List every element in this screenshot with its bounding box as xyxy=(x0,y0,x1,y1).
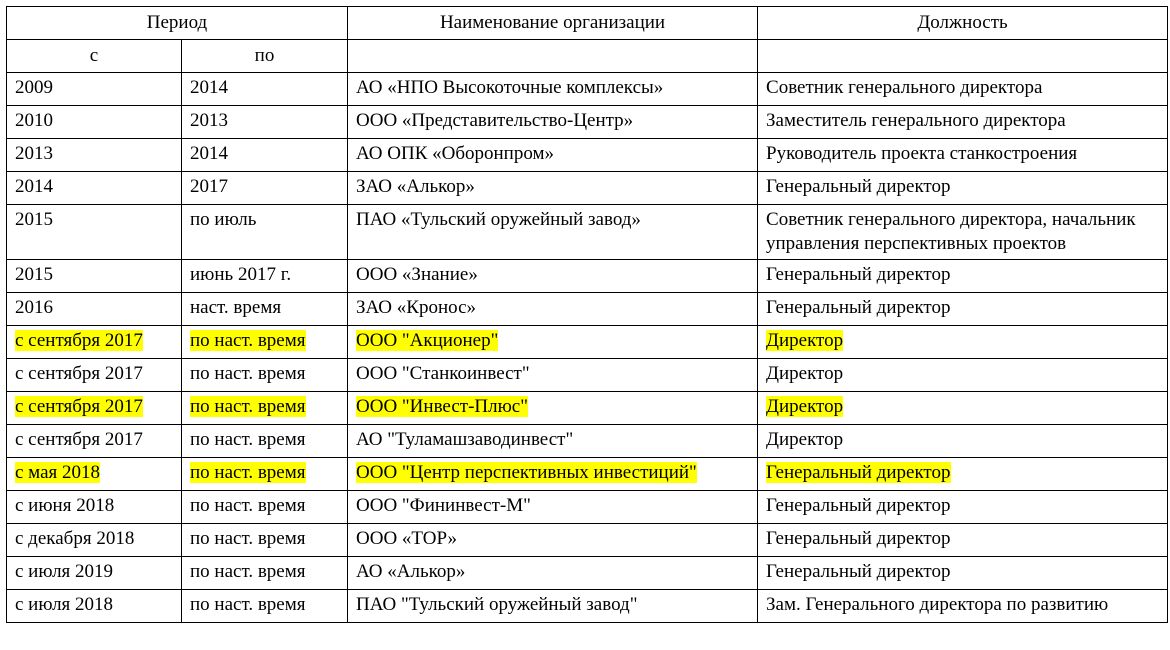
cell-to-text: по наст. время xyxy=(190,561,306,582)
cell-from-text: с июля 2018 xyxy=(15,594,114,615)
cell-position xyxy=(758,524,1168,557)
cell-position xyxy=(758,139,1168,172)
cell-to-text: по наст. время xyxy=(190,594,306,615)
cell-from xyxy=(7,392,182,425)
cell-organization-text: ООО "Станкоинвест" xyxy=(356,363,530,384)
cell-position-text: Генеральный директор xyxy=(766,264,951,285)
cell-position-text: Руководитель проекта станкостроения xyxy=(766,143,1078,164)
cell-to-text: 2013 xyxy=(190,110,228,131)
cell-from xyxy=(7,205,182,260)
cell-to-text: по наст. время xyxy=(190,528,306,549)
cell-position-text: Зам. Генерального директора по развитию xyxy=(766,594,1109,615)
cell-organization xyxy=(348,491,758,524)
table-row xyxy=(7,557,1168,590)
cell-organization xyxy=(348,524,758,557)
cell-from xyxy=(7,172,182,205)
cell-organization xyxy=(348,106,758,139)
header-period: Период xyxy=(7,7,348,40)
cell-organization xyxy=(348,293,758,326)
cell-position-text: Заместитель генерального директора xyxy=(766,110,1066,131)
cell-organization-text: ПАО "Тульский оружейный завод" xyxy=(356,594,638,615)
cell-from-text: с сентября 2017 xyxy=(15,363,143,384)
cell-position xyxy=(758,557,1168,590)
cell-to xyxy=(182,425,348,458)
cell-position xyxy=(758,260,1168,293)
table-row xyxy=(7,260,1168,293)
cell-position xyxy=(758,205,1168,260)
cell-organization-text: АО «Алькор» xyxy=(356,561,466,582)
cell-organization-text: ПАО «Тульский оружейный завод» xyxy=(356,209,641,230)
cell-to-text: июнь 2017 г. xyxy=(190,264,292,285)
table-row xyxy=(7,425,1168,458)
header-position-empty xyxy=(758,40,1168,73)
cell-position xyxy=(758,590,1168,623)
table-row xyxy=(7,491,1168,524)
cell-position xyxy=(758,293,1168,326)
cell-position-text: Генеральный директор xyxy=(766,297,951,318)
cell-from-text: с мая 2018 xyxy=(15,462,100,483)
cell-from-text: с сентября 2017 xyxy=(15,396,143,417)
cell-organization xyxy=(348,73,758,106)
cell-to-text: по июль xyxy=(190,209,257,230)
cell-organization xyxy=(348,205,758,260)
cell-to xyxy=(182,205,348,260)
cell-organization xyxy=(348,139,758,172)
cell-position-text: Генеральный директор xyxy=(766,176,951,197)
cell-from xyxy=(7,557,182,590)
cell-to xyxy=(182,293,348,326)
header-position: Должность xyxy=(758,7,1168,40)
cell-position-text: Генеральный директор xyxy=(766,495,951,516)
table-row xyxy=(7,205,1168,260)
cell-to-text: 2017 xyxy=(190,176,228,197)
cell-organization xyxy=(348,172,758,205)
cell-to xyxy=(182,73,348,106)
cell-position xyxy=(758,392,1168,425)
cell-organization-text: АО «НПО Высокоточные комплексы» xyxy=(356,77,664,98)
cell-position-text: Директор xyxy=(766,429,844,450)
cell-to-text: по наст. время xyxy=(190,396,306,417)
cell-organization-text: ООО "Фининвест-М" xyxy=(356,495,531,516)
cell-organization-text: ООО "Центр перспективных инвестиций" xyxy=(356,462,697,483)
table-row xyxy=(7,326,1168,359)
cell-to xyxy=(182,458,348,491)
cell-position-text: Директор xyxy=(766,396,844,417)
cell-to xyxy=(182,491,348,524)
cell-from-text: 2015 xyxy=(15,264,53,285)
table-row xyxy=(7,590,1168,623)
cell-from xyxy=(7,293,182,326)
cell-to-text: 2014 xyxy=(190,143,228,164)
cell-organization-text: ООО «ТОР» xyxy=(356,528,458,549)
cell-position xyxy=(758,425,1168,458)
cell-from-text: 2015 xyxy=(15,209,53,230)
cell-to xyxy=(182,392,348,425)
cell-from-text: 2014 xyxy=(15,176,53,197)
cell-to-text: по наст. время xyxy=(190,363,306,384)
cell-to xyxy=(182,359,348,392)
cell-position xyxy=(758,73,1168,106)
header-organization-empty xyxy=(348,40,758,73)
cell-to-text: по наст. время xyxy=(190,495,306,516)
cell-from xyxy=(7,524,182,557)
cell-organization xyxy=(348,392,758,425)
table-row xyxy=(7,524,1168,557)
cell-organization-text: ЗАО «Алькор» xyxy=(356,176,475,197)
cell-to-text: по наст. время xyxy=(190,330,306,351)
cell-organization xyxy=(348,557,758,590)
cell-to xyxy=(182,326,348,359)
cell-from-text: 2016 xyxy=(15,297,53,318)
cell-position-text: Директор xyxy=(766,330,844,351)
table-row xyxy=(7,392,1168,425)
cell-from-text: с декабря 2018 xyxy=(15,528,135,549)
cell-to xyxy=(182,106,348,139)
table-row xyxy=(7,293,1168,326)
cell-organization xyxy=(348,260,758,293)
header-row-main xyxy=(7,7,1168,40)
cell-position xyxy=(758,458,1168,491)
cell-organization-text: ООО "Акционер" xyxy=(356,330,499,351)
cell-position-text: Советник генерального директора, начальник управления перспективных проектов xyxy=(766,209,1136,254)
header-from: с xyxy=(7,40,182,73)
cell-organization-text: АО ОПК «Оборонпром» xyxy=(356,143,555,164)
cell-to xyxy=(182,260,348,293)
cell-organization-text: ООО "Инвест-Плюс" xyxy=(356,396,528,417)
cell-from-text: с июня 2018 xyxy=(15,495,115,516)
cell-organization-text: ООО «Знание» xyxy=(356,264,478,285)
table-row xyxy=(7,73,1168,106)
table-row xyxy=(7,458,1168,491)
cell-to xyxy=(182,557,348,590)
cell-from-text: с сентября 2017 xyxy=(15,330,143,351)
cell-organization xyxy=(348,590,758,623)
cell-organization xyxy=(348,458,758,491)
cell-from-text: с июля 2019 xyxy=(15,561,114,582)
cell-organization-text: АО "Туламашзаводинвест" xyxy=(356,429,574,450)
header-to: по xyxy=(182,40,348,73)
cell-from xyxy=(7,106,182,139)
table-body xyxy=(7,73,1168,623)
cell-to-text: 2014 xyxy=(190,77,228,98)
cell-organization-text: ООО «Представительство-Центр» xyxy=(356,110,634,131)
cell-from xyxy=(7,73,182,106)
cell-to-text: наст. время xyxy=(190,297,282,318)
header-organization: Наименование организации xyxy=(348,7,758,40)
cell-position xyxy=(758,491,1168,524)
cell-from xyxy=(7,326,182,359)
cell-to-text: по наст. время xyxy=(190,429,306,450)
cell-position xyxy=(758,326,1168,359)
cell-from xyxy=(7,458,182,491)
cell-position-text: Генеральный директор xyxy=(766,528,951,549)
cell-from xyxy=(7,425,182,458)
table-row xyxy=(7,106,1168,139)
cell-from-text: 2010 xyxy=(15,110,53,131)
cell-position-text: Советник генерального директора xyxy=(766,77,1043,98)
cell-to-text: по наст. время xyxy=(190,462,306,483)
cell-to xyxy=(182,590,348,623)
cell-to xyxy=(182,139,348,172)
cell-from xyxy=(7,359,182,392)
cell-position-text: Директор xyxy=(766,363,844,384)
cell-position-text: Генеральный директор xyxy=(766,561,951,582)
career-table xyxy=(6,6,1168,623)
cell-from xyxy=(7,139,182,172)
cell-organization xyxy=(348,425,758,458)
table-row xyxy=(7,172,1168,205)
cell-from-text: 2009 xyxy=(15,77,53,98)
cell-position xyxy=(758,106,1168,139)
cell-to xyxy=(182,172,348,205)
header-row-sub xyxy=(7,40,1168,73)
cell-from-text: 2013 xyxy=(15,143,53,164)
cell-from xyxy=(7,491,182,524)
cell-position-text: Генеральный директор xyxy=(766,462,951,483)
cell-organization xyxy=(348,359,758,392)
table-row xyxy=(7,359,1168,392)
cell-to xyxy=(182,524,348,557)
cell-from-text: с сентября 2017 xyxy=(15,429,143,450)
cell-organization-text: ЗАО «Кронос» xyxy=(356,297,477,318)
cell-from xyxy=(7,590,182,623)
cell-position xyxy=(758,172,1168,205)
cell-from xyxy=(7,260,182,293)
cell-position xyxy=(758,359,1168,392)
table-row xyxy=(7,139,1168,172)
cell-organization xyxy=(348,326,758,359)
